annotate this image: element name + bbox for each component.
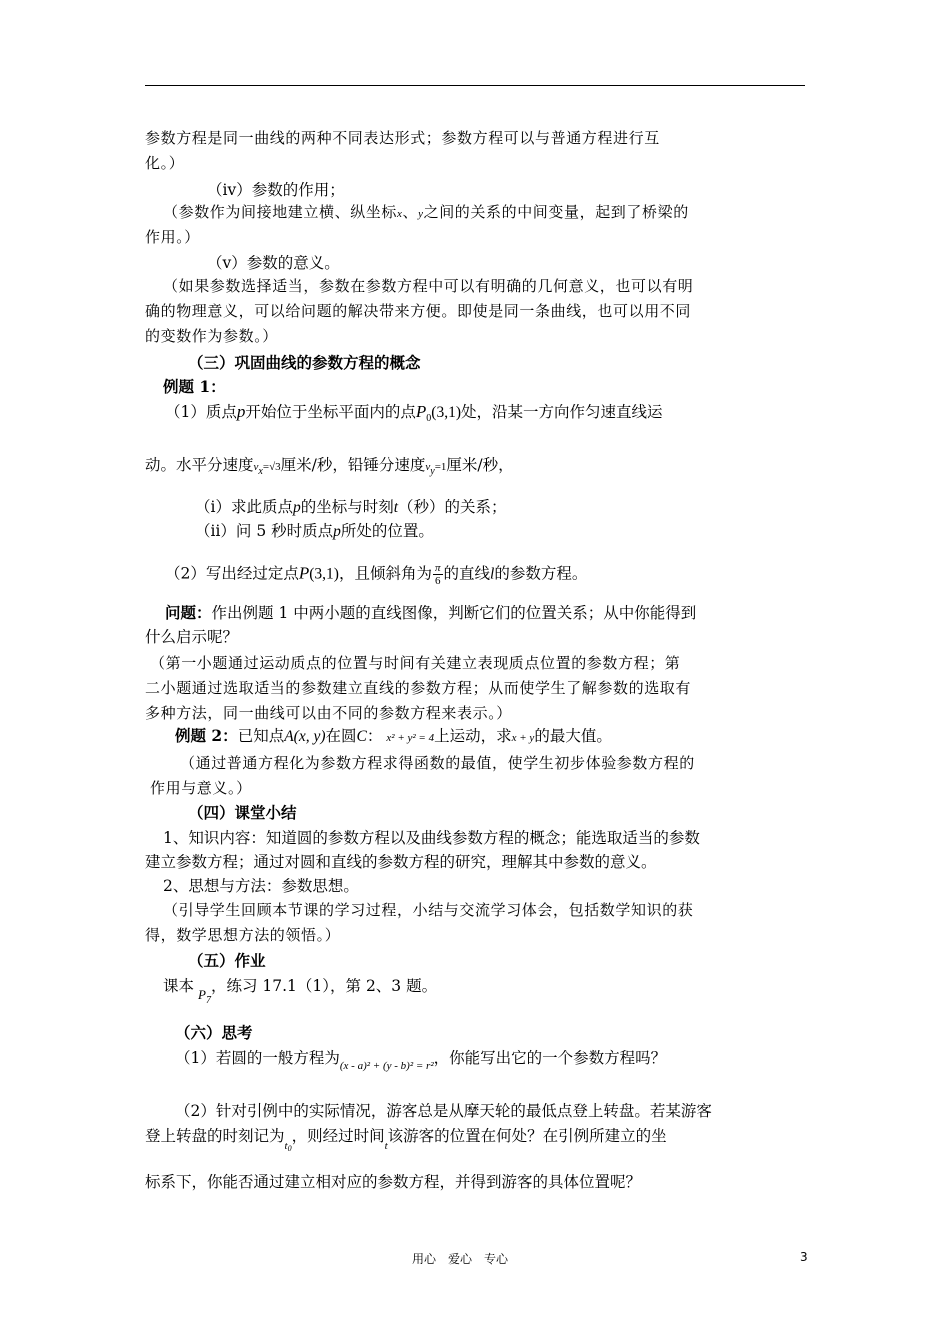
text-line <box>175 726 612 748</box>
text-span: 的直线 <box>443 564 491 583</box>
math-t: t <box>384 1140 388 1152</box>
math-A: A(x, y) <box>284 728 326 745</box>
text-line: 建立参数方程；通过对圆和直线的参数方程的研究，理解其中参数的意义。 <box>145 853 657 871</box>
math-p: p <box>236 402 246 421</box>
math-y: y <box>418 208 424 220</box>
math-vx: v <box>253 461 259 473</box>
math-coords: (3,1) <box>309 565 339 583</box>
text-line <box>165 402 663 429</box>
text-span: 在圆 <box>325 727 357 745</box>
text-line <box>145 1126 667 1159</box>
text-line <box>163 976 437 1011</box>
text-span: 已知点 <box>237 727 285 745</box>
math-sub: 0 <box>426 413 432 424</box>
text-span: 登上转盘的时刻记为 <box>145 1127 285 1145</box>
text-span: 的参数方程。 <box>494 564 588 583</box>
math-sub: 0 <box>287 1144 292 1153</box>
text-span: 所处的位置。 <box>340 522 434 540</box>
text-line: （通过普通方程化为参数方程求得函数的最值，使学生初步体验参数方程的 <box>180 754 695 772</box>
text-span: 、 <box>402 203 419 221</box>
text-span: 作出例题 1 中两小题的直线图像，判断它们的位置关系；从中你能得到 <box>211 604 697 622</box>
fraction-pi-over-6 <box>433 562 443 587</box>
text-line: 化。） <box>145 154 185 172</box>
header-rule <box>145 85 805 86</box>
text-span: 该游客的位置在何处？在引例所建立的坐 <box>387 1127 667 1145</box>
text-line: 作用。） <box>145 228 200 246</box>
math-sub: x <box>258 466 263 477</box>
text-span: 厘米/秒， <box>446 456 514 474</box>
math-expression: x + y <box>511 732 535 744</box>
text-line <box>195 521 434 542</box>
example-label: 例题 1： <box>163 377 226 396</box>
text-line: 2、思想与方法：参数思想。 <box>163 877 359 895</box>
text-line <box>165 562 587 587</box>
text-line <box>145 455 514 482</box>
text-span: 厘米/秒，铅锤分速度 <box>280 456 426 474</box>
math-x: x <box>397 208 403 220</box>
text-line: 二小题通过选取适当的参数建立直线的参数方程；从而使学生了解参数的选取有 <box>145 679 692 697</box>
text-line: 标系下，你能否通过建立相对应的参数方程，并得到游客的具体位置呢？ <box>145 1173 642 1191</box>
text-line: （ⅳ）参数的作用； <box>207 181 345 199</box>
math-eq: =√3 <box>262 461 281 473</box>
text-span: 的最大值。 <box>534 727 612 745</box>
fraction-denominator: 6 <box>434 575 441 587</box>
math-P0: P <box>415 402 427 421</box>
text-span: 处，沿某一方向作匀速直线运 <box>460 403 663 421</box>
math-vy: v <box>425 461 431 473</box>
text-line: 作用与意义。） <box>150 779 252 797</box>
math-P: P <box>198 987 206 1002</box>
text-line: 什么启示呢？ <box>145 628 239 646</box>
text-line: 确的物理意义，可以给问题的解决带来方便。即使是同一条曲线，也可以用不同 <box>145 302 692 320</box>
text-line: 参数方程是同一曲线的两种不同表达形式；参数方程可以与普通方程进行互 <box>145 129 660 147</box>
math-sub: y <box>430 466 435 477</box>
fraction-numerator: π <box>434 562 441 574</box>
text-span: （ⅱ）问 5 秒时质点 <box>195 522 334 540</box>
text-line: 的变数作为参数。） <box>145 327 278 345</box>
text-span: ，则经过时间 <box>291 1127 385 1145</box>
math-t0: t <box>284 1140 288 1152</box>
math-C: C <box>356 728 367 745</box>
text-line: （如果参数选择适当，参数在参数方程中可以有明确的几何意义，也可以有明 <box>163 277 694 295</box>
math-sub: 7 <box>205 995 211 1006</box>
text-span: ，练习 17.1（1），第 2、3 题。 <box>210 977 438 995</box>
math-eq: =1 <box>434 461 447 473</box>
text-span: （1）若圆的一般方程为 <box>175 1049 340 1067</box>
math-t: t <box>393 499 399 516</box>
question-label: 问题： <box>165 603 212 622</box>
text-span: （秒）的关系； <box>398 498 507 516</box>
footer-slogan: 用心 爱心 专心 <box>412 1252 509 1266</box>
section-heading: （四）课堂小结 <box>188 803 297 822</box>
page-number: 3 <box>800 1250 808 1264</box>
section-heading: （六）思考 <box>175 1023 253 1042</box>
text-span: 上运动，求 <box>434 727 512 745</box>
text-span: （ⅰ）求此质点 <box>195 498 293 516</box>
section-heading: （三）巩固曲线的参数方程的概念 <box>188 353 421 372</box>
text-span: （参数作为间接地建立横、纵坐标 <box>163 203 398 221</box>
text-line <box>165 603 696 623</box>
text-line: （引导学生回顾本节课的学习过程，小结与交流学习体会，包括数学知识的获 <box>163 901 694 919</box>
math-equation: (x - a)² + (y - b)² = r² <box>339 1060 434 1072</box>
math-l: l <box>490 565 495 583</box>
text-span: ： <box>366 727 383 745</box>
text-span: （2）写出经过定点 <box>165 564 299 583</box>
text-line: （2）针对引例中的实际情况，游客总是从摩天轮的最低点登上转盘。若某游客 <box>175 1102 712 1120</box>
text-line <box>163 202 689 224</box>
math-coords: (3,1) <box>431 404 461 421</box>
text-line: 得，数学思想方法的领悟。） <box>145 926 341 944</box>
text-span: （1）质点 <box>165 403 237 421</box>
text-line <box>195 497 507 518</box>
math-equation: x² + y² = 4 <box>386 732 435 744</box>
section-heading: （五）作业 <box>188 951 266 970</box>
math-p: p <box>292 499 301 516</box>
math-p: p <box>333 523 341 540</box>
text-span: 开始位于坐标平面内的点 <box>245 403 416 421</box>
example-label: 例题 2： <box>175 726 238 745</box>
text-line: （ⅴ）参数的意义。 <box>207 254 340 272</box>
text-span: 动。水平分速度 <box>145 456 254 474</box>
text-span: 的坐标与时刻 <box>300 498 394 516</box>
text-span: ，你能写出它的一个参数方程吗？ <box>433 1049 667 1067</box>
text-span: 之间的关系的中间变量，起到了桥梁的 <box>423 203 689 221</box>
text-line: （第一小题通过运动质点的位置与时间有关建立表现质点位置的参数方程；第 <box>150 654 681 672</box>
text-span: 课本 <box>163 977 195 995</box>
text-line: 多种方法，同一曲线可以由不同的参数方程来表示。） <box>145 704 512 722</box>
text-line <box>175 1048 666 1076</box>
math-P: P <box>298 563 310 583</box>
text-span: ，且倾斜角为 <box>338 564 432 583</box>
text-line: 1、知识内容：知道圆的参数方程以及曲线参数方程的概念；能选取适当的参数 <box>163 829 700 847</box>
